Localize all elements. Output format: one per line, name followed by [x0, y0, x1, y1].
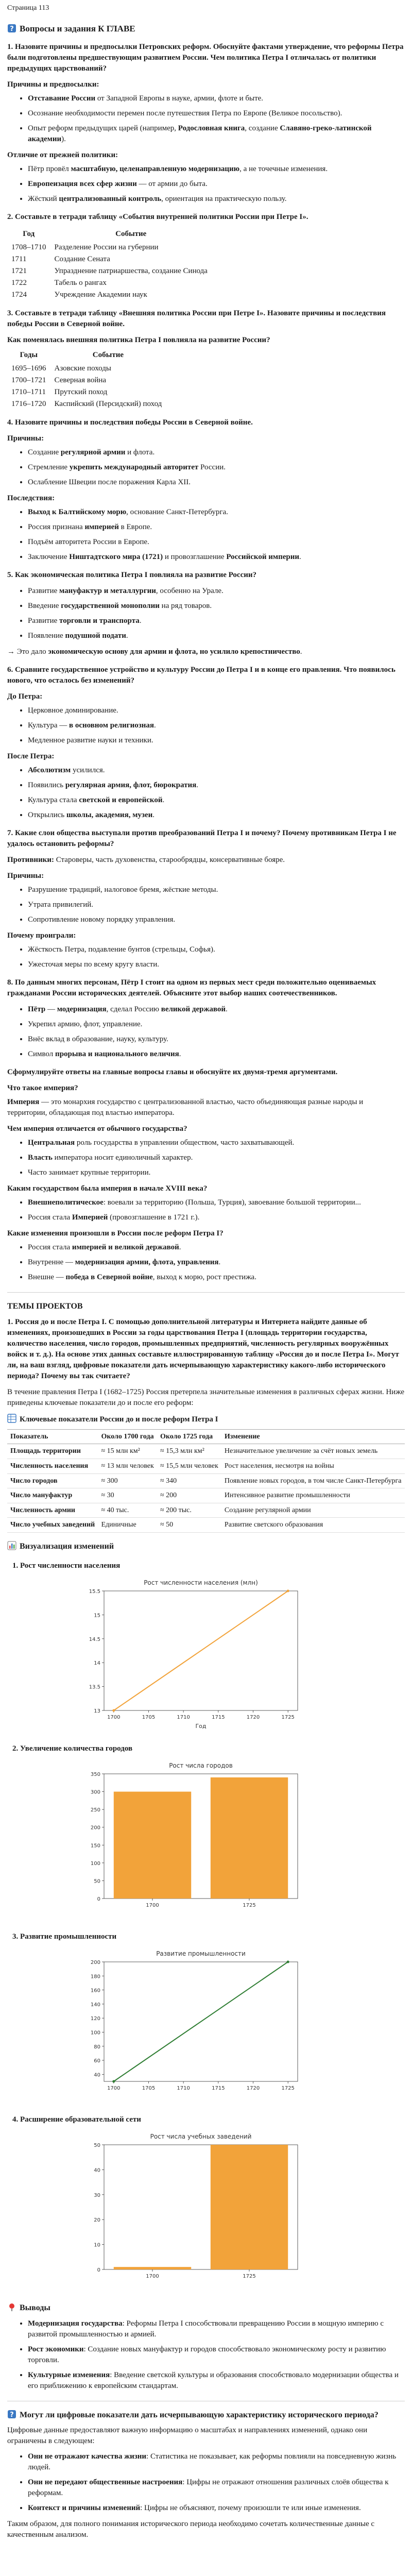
- list-item: • Укрепил армию, флот, управление.: [28, 1019, 405, 1030]
- data-point: [112, 1709, 115, 1712]
- chart-education: [79, 2130, 306, 2290]
- chart-title: Развитие промышленности: [156, 1950, 246, 1958]
- table-row: [7, 265, 212, 277]
- y-tick-label: 40: [94, 2072, 100, 2078]
- x-tick-label: 1725: [243, 2274, 256, 2280]
- table-cell: 1700–1721: [11, 376, 46, 385]
- table-row: [7, 1503, 405, 1518]
- list-item: • Власть императора носит единоличный характер.: [28, 1153, 405, 1163]
- y-tick-label: 150: [90, 1843, 100, 1849]
- svg-text:?: ?: [10, 2411, 14, 2419]
- table-cell: Число мануфактур: [7, 1488, 98, 1503]
- list-item: • Опыт реформ предыдущих царей (например, Родословная книга, создание Славяно-греко-латинской академии).: [28, 123, 405, 145]
- table-row: [7, 1444, 405, 1459]
- q6-before-label: До Петра:: [7, 692, 43, 701]
- table-cell: ≈ 200: [157, 1488, 221, 1503]
- column-header: Около 1725 года: [157, 1429, 221, 1444]
- table-cell: Численность армии: [7, 1503, 98, 1518]
- q1-diff-list: [7, 164, 405, 205]
- x-tick-label: 1725: [243, 1903, 256, 1909]
- table-cell: Появление новых городов, в том числе Санкт-Петербурга: [221, 1473, 405, 1488]
- list-item: • Модернизация государства: Реформы Петра I способствовали превращению России в мощную империю с развитой промышленностью и армией.: [28, 2318, 405, 2340]
- list-item: • Развитие мануфактур и металлургии, особенно на Урале.: [28, 586, 405, 597]
- table-cell: Азовские походы: [54, 364, 111, 373]
- chart-block-4: [7, 2114, 405, 2290]
- y-tick-label: 300: [90, 1789, 100, 1795]
- conclusions-title: Выводы: [7, 2302, 405, 2314]
- y-tick-label: 200: [90, 1960, 100, 1966]
- q5-text: 5. Как экономическая политика Петра I повлияла на развитие России?: [7, 571, 257, 580]
- list-item: • Они не отражают качества жизни: Статистика не показывает, как реформы повлияли на повседневную жизнь людей.: [28, 2451, 405, 2473]
- list-item: • Культура стала светской и европейской.: [28, 795, 405, 806]
- list-item: • Ослабление Швеции после поражения Карла XII.: [28, 477, 405, 488]
- x-tick-label: 1715: [212, 1715, 225, 1721]
- column-header: Показатель: [7, 1429, 98, 1444]
- list-item: • Рост экономики: Создание новых мануфактур и городов способствовало экономическому росту и развитию торговли.: [28, 2344, 405, 2366]
- list-item: • Россия стала империей и великой державой.: [28, 1242, 405, 1253]
- table-cell: Создание Сената: [54, 255, 110, 264]
- table-row: [7, 289, 212, 301]
- list-item: • Введение государственной монополии на ряд товаров.: [28, 601, 405, 612]
- q9-what-label: Что такое империя?: [7, 1084, 78, 1093]
- conclusions-list: [7, 2318, 405, 2392]
- table-cell: Площадь территории: [7, 1444, 98, 1459]
- table-row: [7, 242, 212, 253]
- chapter-title: ? Вопросы и задания К ГЛАВЕ: [7, 23, 405, 35]
- q7-fail-list: [7, 944, 405, 970]
- question-icon-2: [7, 2410, 16, 2419]
- x-tick-label: 1720: [246, 2086, 260, 2092]
- q5-trailer: → Это дало экономическую основу для армии и флота, но усилило крепостничество.: [7, 648, 302, 656]
- final-intro: Цифровые данные предоставляют важную информацию о масштабах и направлениях изменений, однако они ограничены в следующем:: [7, 2426, 368, 2446]
- q9-change-list: [7, 1242, 405, 1283]
- y-tick-label: 350: [90, 1772, 100, 1778]
- x-tick-label: 1705: [142, 1715, 156, 1721]
- list-item: • Появились регулярная армия, флот, бюрократия.: [28, 780, 405, 791]
- bar: [114, 2267, 191, 2269]
- x-axis-label: Год: [195, 1723, 207, 1730]
- table-row: [7, 1473, 405, 1488]
- final-closing: Таким образом, для полного понимания исторического периода необходимо сочетать количественные данные с качественным анализом.: [7, 2520, 375, 2539]
- table-cell: Рост населения, несмотря на войны: [221, 1459, 405, 1473]
- bar: [211, 1777, 288, 1899]
- table-cell: Развитие светского образования: [221, 1518, 405, 1533]
- chart-title: Рост числа городов: [169, 1762, 233, 1770]
- project-2-text: В течение правления Петра I (1682–1725) Россия претерпела значительные изменения в различных сферах жизни. Ниже приведены ключевые показатели до и после его реформ:: [7, 1387, 405, 1407]
- y-tick-label: 20: [94, 2217, 100, 2224]
- chart-4-heading: 4. Расширение образовательной сети: [12, 2115, 141, 2124]
- table-icon: [7, 1414, 16, 1423]
- chart-population: [79, 1577, 306, 1731]
- list-item: • Разрушение традиций, налоговое бремя, жёсткие методы.: [28, 885, 405, 895]
- column-header: Событие: [92, 351, 124, 360]
- table-row: [7, 386, 166, 398]
- column-header: Год: [23, 230, 35, 239]
- q1-causes-label: Причины и предпосылки:: [7, 80, 99, 89]
- table-cell: Упразднение патриаршества, создание Синода: [54, 267, 208, 276]
- list-item: • Заключение Ништадтского мира (1721) и провозглашение Российской империи.: [28, 552, 405, 563]
- q7-opp: Противники: Староверы, часть духовенства, старообрядцы, консервативные бояре.: [7, 856, 285, 865]
- list-item: • Появление подушной подати.: [28, 631, 405, 641]
- table-cell: ≈ 50: [157, 1518, 221, 1533]
- y-tick-label: 60: [94, 2058, 100, 2064]
- x-tick-label: 1710: [177, 1715, 190, 1721]
- y-tick-label: 100: [90, 1861, 100, 1867]
- table-cell: Каспийский (Персидский) поход: [54, 400, 162, 409]
- table-cell: ≈ 40 тыс.: [98, 1503, 157, 1518]
- table-row: [7, 375, 166, 386]
- y-tick-label: 0: [97, 2267, 100, 2274]
- list-item: • Внешне — победа в Северной войне, выход к морю, рост престижа.: [28, 1272, 405, 1283]
- data-point: [112, 2080, 115, 2083]
- list-item: • Европеизация всех сфер жизни — от армии до быта.: [28, 179, 405, 190]
- list-item: • Россия стала Империей (провозглашение в 1721 г.).: [28, 1212, 405, 1223]
- q6-text: 6. Сравните государственное устройство и культуру России до Петра I и в конце его правления. Что появилось нового, что осталось без изменений?: [7, 666, 396, 685]
- table-cell: 1724: [11, 291, 27, 299]
- table-cell: ≈ 15 млн км²: [98, 1444, 157, 1459]
- q5-list: [7, 586, 405, 641]
- q7-fail-label: Почему проиграли:: [7, 931, 76, 940]
- list-item: • Выход к Балтийскому морю, основание Санкт-Петербурга.: [28, 507, 405, 518]
- table-cell: ≈ 300: [98, 1473, 157, 1488]
- final-list: [7, 2451, 405, 2514]
- list-item: • Пётр — модернизация, сделал Россию великой державой.: [28, 1004, 405, 1015]
- column-header: Изменение: [221, 1429, 405, 1444]
- list-item: • Утрата привилегий.: [28, 900, 405, 910]
- list-item: • Создание регулярной армии и флота.: [28, 447, 405, 458]
- list-item: • Стремление укрепить международный авторитет России.: [28, 462, 405, 473]
- projects-title: ТЕМЫ ПРОЕКТОВ: [7, 1302, 83, 1311]
- y-tick-label: 15: [94, 1613, 100, 1619]
- projects-table-title: Ключевые показатели России до и после реформ Петра I: [7, 1414, 405, 1425]
- x-tick-label: 1700: [146, 2274, 159, 2280]
- chart-block-1: [7, 1561, 405, 1731]
- y-tick-label: 40: [94, 2167, 100, 2174]
- table-cell: Разделение России на губернии: [54, 243, 159, 252]
- bar: [211, 2145, 288, 2269]
- q4-effects-label: Последствия:: [7, 494, 55, 503]
- y-tick-label: 50: [94, 1878, 100, 1885]
- list-item: • Контекст и причины изменений: Цифры не объясняют, почему произошли те или иные изменения.: [28, 2503, 405, 2514]
- table-cell: 1710–1711: [11, 388, 46, 397]
- q6-before-list: [7, 705, 405, 746]
- y-tick-label: 14.5: [89, 1637, 100, 1643]
- y-tick-label: 80: [94, 2044, 100, 2050]
- y-tick-label: 160: [90, 1988, 100, 1994]
- q1-diff-label: Отличие от прежней политики:: [7, 151, 118, 160]
- y-tick-label: 250: [90, 1807, 100, 1814]
- q7-why-list: [7, 885, 405, 925]
- chart-title: Рост числа учебных заведений: [150, 2133, 252, 2141]
- chart-block-2: [7, 1743, 405, 1919]
- table-cell: ≈ 200 тыс.: [157, 1503, 221, 1518]
- table-row: [7, 363, 166, 375]
- q4-text: 4. Назовите причины и последствия победы России в Северной войне.: [7, 418, 253, 427]
- y-tick-label: 120: [90, 2016, 100, 2022]
- table-cell: 1708–1710: [11, 243, 46, 252]
- page-label: Страница 113: [7, 4, 49, 12]
- table-row: [7, 1518, 405, 1533]
- y-tick-label: 140: [90, 2002, 100, 2008]
- data-point: [287, 1961, 289, 1963]
- table-cell: ≈ 30: [98, 1488, 157, 1503]
- q1-causes-list: [7, 93, 405, 145]
- q9-how-list: [7, 1138, 405, 1178]
- list-item: • Россия признана империей в Европе.: [28, 522, 405, 533]
- q2-text: 2. Составьте в тетради таблицу «События внутренней политики России при Петре I».: [7, 213, 308, 222]
- y-tick-label: 100: [90, 2030, 100, 2036]
- table-cell: Создание регулярной армии: [221, 1503, 405, 1518]
- q9-how-label: Чем империя отличается от обычного государства?: [7, 1125, 187, 1133]
- project-1-text: 1. Россия до и после Петра I. С помощью дополнительной литературы и Интернета найдите данные об изменениях, произошедших в России за годы царствования Петра I (площадь территории государства, количество населения, число городов, промышленных предприятий, численность регулярных вооружённых войск и т. д.). На основе этих данных составьте иллюстрированную таблицу «Россия до и после Петра I». Могут ли, на ваш взгляд, цифровые показатели дать исчерпывающую характеристику какого-либо исторического периода? Почему вы так считаете?: [7, 1317, 399, 1380]
- chart-2-heading: 2. Увеличение количества городов: [12, 1744, 133, 1753]
- x-tick-label: 1700: [107, 1715, 121, 1721]
- y-tick-label: 14: [94, 1660, 100, 1667]
- table-cell: Незначительное увеличение за счёт новых земель: [221, 1444, 405, 1459]
- q9-what-text: Империя — это монархия государство с централизованной властью, часто объединяющая разные народы и территории, обладающая под властью императора.: [7, 1098, 364, 1117]
- table-row: [7, 1488, 405, 1503]
- list-item: • Внутренне — модернизация армии, флота, управления.: [28, 1257, 405, 1268]
- list-item: • Подъём авторитета России в Европе.: [28, 537, 405, 548]
- list-item: • Отставание России от Западной Европы в науке, армии, флоте и быте.: [28, 93, 405, 104]
- list-item: • Церковное доминирование.: [28, 705, 405, 716]
- list-item: • Развитие торговли и транспорта.: [28, 616, 405, 626]
- table-cell: ≈ 15,5 млн человек: [157, 1459, 221, 1473]
- table-cell: Численность населения: [7, 1459, 98, 1473]
- y-tick-label: 13.5: [89, 1684, 100, 1690]
- y-tick-label: 180: [90, 1974, 100, 1980]
- svg-text:?: ?: [10, 25, 14, 33]
- q9-when-list: [7, 1197, 405, 1223]
- x-tick-label: 1725: [281, 2086, 295, 2092]
- list-item: • Они не передают общественные настроения: Цифры не отражают отношения различных слоёв общества к реформам.: [28, 2477, 405, 2499]
- x-tick-label: 1705: [142, 2086, 156, 2092]
- q3-text: 3. Составьте в тетради таблицу «Внешняя политика России при Петре I». Назовите причины и последствия победы России в Северной войне.: [7, 309, 386, 329]
- table-cell: 1716–1720: [11, 400, 46, 409]
- table-cell: Прутский поход: [54, 388, 108, 397]
- q4-causes-list: [7, 447, 405, 488]
- q4-causes-label: Причины:: [7, 434, 44, 443]
- table-cell: ≈ 340: [157, 1473, 221, 1488]
- x-tick-label: 1725: [281, 1715, 295, 1721]
- y-tick-label: 15.5: [89, 1589, 100, 1595]
- table-row: [7, 1459, 405, 1473]
- table-cell: 1721: [11, 267, 27, 276]
- q8-text: 8. По данным многих персонам, Пётр I стоит на одном из первых мест среди положительно оцениваемых гражданами России исторических деятелей. Объясните этот выбор наших соотечественников.: [7, 978, 376, 998]
- x-tick-label: 1710: [177, 2086, 190, 2092]
- bar: [114, 1792, 191, 1899]
- table-row: [7, 277, 212, 289]
- column-header: Событие: [115, 230, 147, 239]
- y-tick-label: 30: [94, 2193, 100, 2199]
- chart-title: Рост численности населения (млн): [144, 1579, 258, 1587]
- table-cell: Интенсивное развитие промышленности: [221, 1488, 405, 1503]
- list-item: • Ужесточая меры по всему кругу власти.: [28, 959, 405, 970]
- list-item: • Культура — в основном религиозная.: [28, 720, 405, 731]
- table-cell: Учреждение Академии наук: [54, 291, 147, 299]
- x-tick-label: 1700: [146, 1903, 159, 1909]
- q7-text: 7. Какие слои общества выступали против преобразований Петра I и почему? Почему противникам Петра I не удалось остановить реформы?: [7, 829, 397, 849]
- table-cell: 1695–1696: [11, 364, 46, 373]
- divider: [7, 1292, 405, 1293]
- pin-icon: [7, 2302, 16, 2312]
- table-row: [7, 398, 166, 410]
- list-item: • Медленное развитие науки и техники.: [28, 735, 405, 746]
- y-tick-label: 10: [94, 2242, 100, 2248]
- data-point: [287, 1590, 289, 1592]
- table-cell: Число учебных заведений: [7, 1518, 98, 1533]
- x-tick-label: 1720: [246, 1715, 260, 1721]
- chart-cities: [79, 1759, 306, 1919]
- final-question: ? Могут ли цифровые показатели дать исчерпывающую характеристику исторического периода?: [7, 2410, 405, 2421]
- y-tick-label: 13: [94, 1708, 100, 1715]
- table-cell: ≈ 13 млн человек: [98, 1459, 157, 1473]
- list-item: • Жёсткий централизованный контроль, ориентация на практическую пользу.: [28, 194, 405, 205]
- table-row: [7, 253, 212, 265]
- list-item: • Открылись школы, академия, музеи.: [28, 810, 405, 821]
- table-cell: Северная война: [54, 376, 107, 385]
- list-item: • Абсолютизм усилился.: [28, 765, 405, 776]
- q7-why-label: Причины:: [7, 872, 44, 880]
- q8-list: [7, 1004, 405, 1060]
- list-item: • Сопротивление новому порядку управления.: [28, 914, 405, 925]
- chart-1-heading: 1. Рост численности населения: [12, 1562, 121, 1570]
- column-header: Около 1700 года: [98, 1429, 157, 1444]
- viz-title: Визуализация изменений: [7, 1541, 405, 1552]
- q3-subtitle: Как поменялась внешняя политика Петра I повлияла на развитие России?: [7, 336, 270, 345]
- table-cell: Единичные: [98, 1518, 157, 1533]
- question-icon: [7, 24, 16, 33]
- table-cell: 1711: [11, 255, 27, 264]
- q1-text: 1. Назовите причины и предпосылки Петровских реформ. Обоснуйте фактами утверждение, что реформы Петра были подготовлены предшествующим развитием России. Чем политика Петра I отличалась от политики предыдущих царствований?: [7, 43, 404, 73]
- y-tick-label: 50: [94, 2143, 100, 2149]
- list-item: • Жёсткость Петра, подавление бунтов (стрельцы, Софья).: [28, 944, 405, 955]
- q4-effects-list: [7, 507, 405, 563]
- list-item: • Внешнеполитическое: воевали за территорию (Польша, Турция), завоевание большой территории...: [28, 1197, 405, 1208]
- table-cell: 1722: [11, 279, 27, 287]
- table-cell: ≈ 15,3 млн км²: [157, 1444, 221, 1459]
- list-item: • Осознание необходимости перемен после путешествия Петра по Европе (Великое посольство).: [28, 108, 405, 119]
- q9-when-label: Каким государством была империя в начале XVIII века?: [7, 1184, 208, 1193]
- q9-change-label: Какие изменения произошли в России после реформ Петра I?: [7, 1229, 224, 1238]
- y-tick-label: 200: [90, 1825, 100, 1832]
- list-item: • Внёс вклад в образование, науку, культуру.: [28, 1034, 405, 1045]
- list-item: • Часто занимает крупные территории.: [28, 1167, 405, 1178]
- y-tick-label: 0: [97, 1896, 100, 1903]
- q6-after-label: После Петра:: [7, 752, 55, 761]
- chart-icon: [7, 1541, 16, 1550]
- column-header: Годы: [20, 351, 38, 360]
- x-tick-label: 1715: [212, 2086, 225, 2092]
- list-item: • Культурные изменения: Введение светской культуры и образования способствовало модернизации общества и его приближению к европейским стандартам.: [28, 2370, 405, 2392]
- chart-3-heading: 3. Развитие промышленности: [12, 1933, 117, 1941]
- q6-after-list: [7, 765, 405, 821]
- list-item: • Символ прорыва и национального величия.: [28, 1049, 405, 1060]
- table-cell: Табель о рангах: [54, 279, 107, 287]
- table-cell: Число городов: [7, 1473, 98, 1488]
- chart-industry: [79, 1947, 306, 2102]
- chart-block-3: [7, 1931, 405, 2102]
- q3-table: [7, 349, 166, 410]
- x-tick-label: 1700: [107, 2086, 121, 2092]
- list-item: • Центральная роль государства в управлении обществом, часто захватывающей.: [28, 1138, 405, 1148]
- q9-text: Сформулируйте ответы на главные вопросы главы и обоснуйте их двумя-тремя аргументами.: [7, 1068, 338, 1077]
- q2-table: [7, 228, 212, 301]
- list-item: • Пётр провёл масштабную, целенаправленную модернизацию, а не точечные изменения.: [28, 164, 405, 175]
- projects-table: [7, 1429, 405, 1533]
